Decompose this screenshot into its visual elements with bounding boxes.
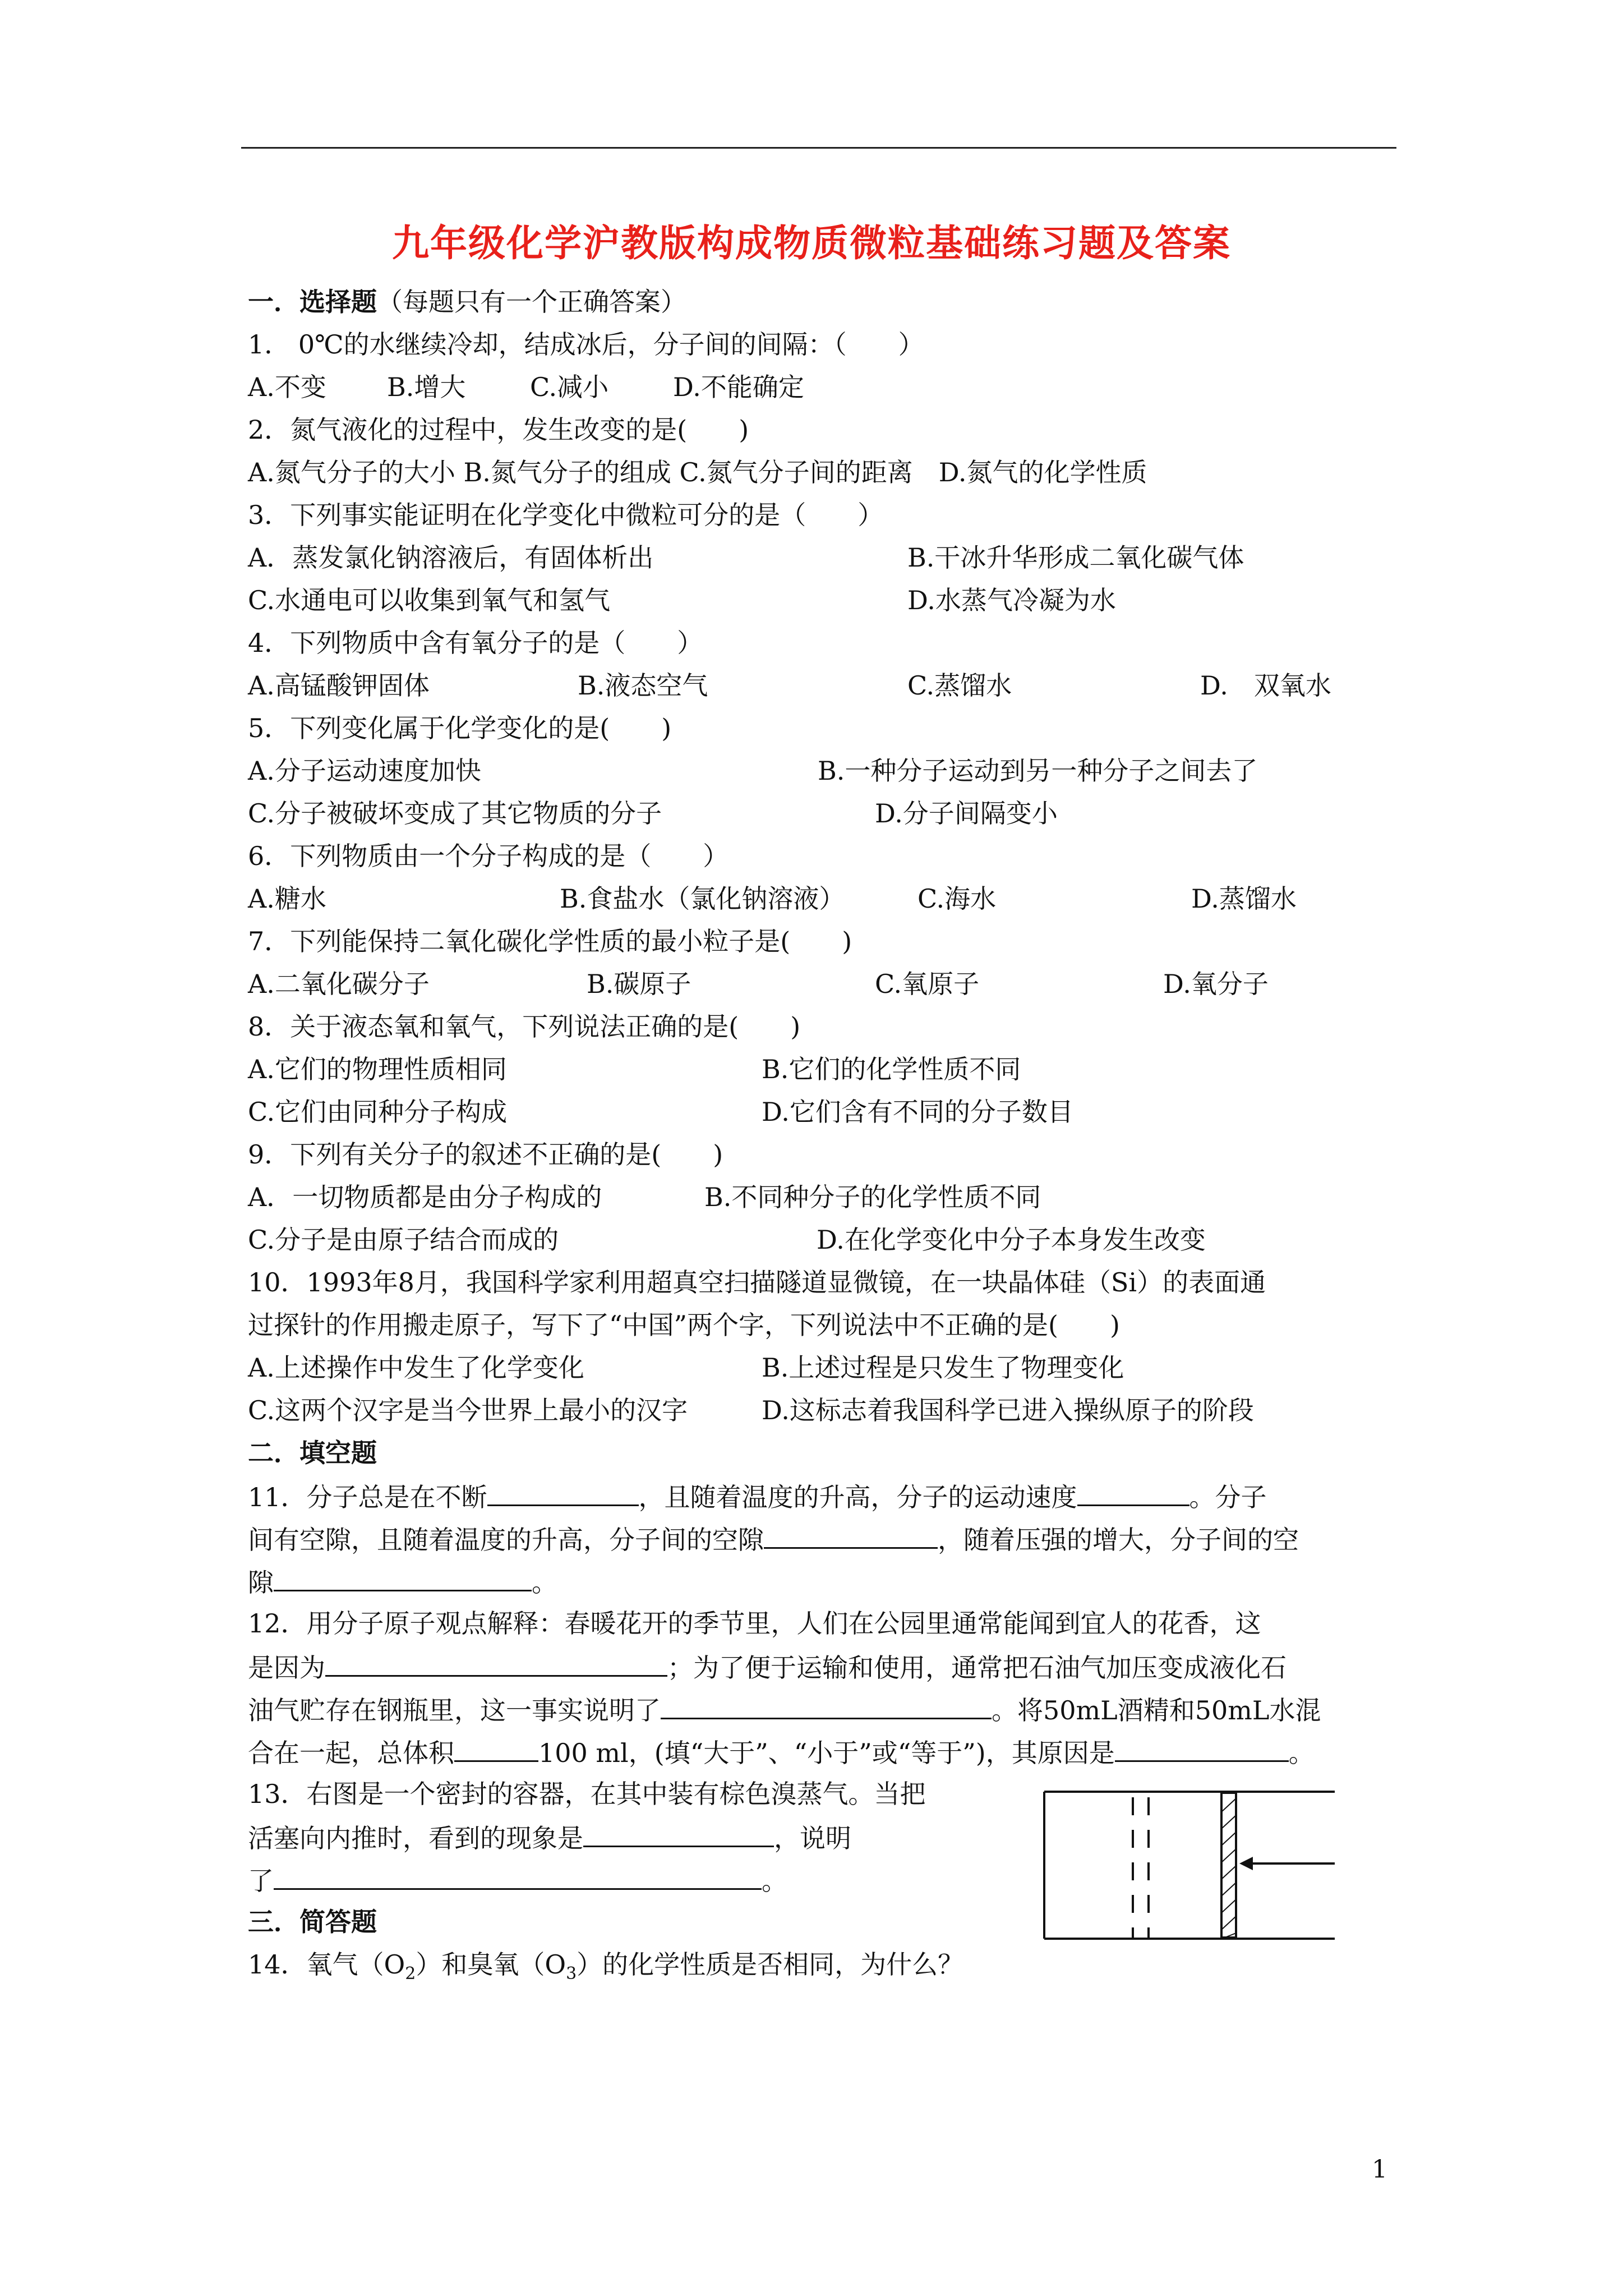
q12-text-5: 。将50mL酒精和50mL水混 (992, 1695, 1321, 1726)
question-12-line3 (248, 1692, 1321, 1727)
q11-text-4: 间有空隙，且随着温度的升高，分子间的空隙 (248, 1525, 764, 1555)
q6-option-d: D.蒸馏水 (1191, 884, 1297, 914)
q1-option-d: D.不能确定 (673, 372, 804, 402)
page-title: 九年级化学沪教版构成物质微粒基础练习题及答案 (392, 221, 1231, 265)
section-heading-choice (248, 285, 686, 319)
question-11-line3 (248, 1564, 557, 1599)
q13-text-5: 。 (762, 1866, 787, 1896)
q5-option-d: D.分子间隔变小 (875, 798, 1058, 829)
section-title: 一．选择题 (248, 287, 377, 317)
q7-option-d: D.氧分子 (1163, 969, 1269, 999)
q14-text-2: ）和臭氧（O (416, 1949, 566, 1980)
question-11-line2 (248, 1521, 1299, 1557)
q12-blank-4[interactable] (1115, 1734, 1289, 1762)
question-10-stem-line2: 过探针的作用搬走原子，写下了“中国”两个字，下列说法中不正确的是( ) (248, 1310, 1120, 1340)
q5-option-c: C.分子被破坏变成了其它物质的分子 (248, 798, 662, 829)
q6-option-a: A.糖水 (248, 884, 326, 914)
q13-text-4: 了 (248, 1866, 274, 1896)
section-heading-short-answer: 三．简答题 (248, 1907, 377, 1937)
q7-option-c: C.氧原子 (875, 969, 980, 999)
q9-option-a: A．一切物质都是由分子构成的 (248, 1182, 602, 1212)
q11-text-1: 11．分子总是在不断 (248, 1482, 487, 1512)
q9-option-b: B.不同种分子的化学性质不同 (704, 1182, 1041, 1212)
q1-option-b: B.增大 (387, 372, 466, 402)
question-5-stem: 5．下列变化属于化学变化的是( ) (248, 713, 672, 743)
q13-blank-2[interactable] (274, 1862, 762, 1890)
question-6-stem: 6．下列物质由一个分子构成的是（ ） (248, 841, 729, 871)
vapor-dashed-lines (1133, 1797, 1149, 1939)
question-10-stem-line1: 10．1993年8月，我国科学家利用超真空扫描隧道显微镜，在一块晶体硅（Si）的表面通 (248, 1267, 1266, 1297)
q3-option-c: C.水通电可以收集到氧气和氢气 (248, 585, 611, 615)
question-3-stem: 3．下列事实能证明在化学变化中微粒可分的是（ ） (248, 500, 884, 530)
q4-option-a: A.高锰酸钾固体 (248, 670, 430, 701)
q9-option-d: D.在化学变化中分子本身发生改变 (817, 1225, 1206, 1255)
q11-text-2: ，且随着温度的升高，分子的运动速度 (638, 1482, 1077, 1512)
question-7-stem: 7．下列能保持二氧化碳化学性质的最小粒子是( ) (248, 926, 852, 956)
q11-blank-2[interactable] (1077, 1479, 1189, 1506)
q8-option-a: A.它们的物理性质相同 (248, 1054, 507, 1084)
q12-text-4: 油气贮存在钢瓶里，这一事实说明了 (248, 1695, 661, 1726)
q14-text-1: 14．氧气（O (248, 1949, 405, 1980)
q1-option-c: C.减小 (530, 372, 609, 402)
push-arrow (1239, 1857, 1335, 1870)
q6-option-c: C.海水 (917, 884, 997, 914)
q4-option-d: D. 双氧水 (1200, 670, 1331, 701)
question-13-line1: 13．右图是一个密封的容器，在其中装有棕色溴蒸气。当把 (248, 1779, 926, 1809)
header-rule (241, 147, 1396, 149)
q7-option-a: A.二氧化碳分子 (248, 969, 430, 999)
q12-text-7: 100 ml，(填“大于”、“小于”或“等于”)，其原因是 (538, 1738, 1115, 1768)
q1-option-a: A.不变 (248, 372, 326, 402)
question-11-line1 (248, 1479, 1267, 1514)
question-12-line1: 12．用分子原子观点解释：春暖花开的季节里，人们在公园里通常能闻到宜人的花香，这 (248, 1608, 1261, 1639)
question-4-stem: 4．下列物质中含有氧分子的是（ ） (248, 628, 703, 658)
q3-option-b: B.干冰升华形成二氧化碳气体 (907, 542, 1244, 573)
sealed-container-diagram (1043, 1789, 1357, 1941)
container-walls (1044, 1792, 1335, 1939)
q8-option-d: D.它们含有不同的分子数目 (762, 1097, 1073, 1127)
q9-option-c: C.分子是由原子结合而成的 (248, 1225, 559, 1255)
q8-option-c: C.它们由同种分子构成 (248, 1097, 508, 1127)
q12-blank-1[interactable] (325, 1649, 667, 1677)
q11-text-5: ，随着压强的增大，分子间的空 (938, 1525, 1299, 1555)
q12-text-2: 是因为 (248, 1653, 325, 1683)
q12-blank-2[interactable] (661, 1692, 992, 1719)
question-12-line2 (248, 1649, 1287, 1685)
q11-text-7: 。 (532, 1567, 557, 1598)
question-13-line3 (248, 1862, 787, 1898)
question-9-stem: 9．下列有关分子的叙述不正确的是( ) (248, 1139, 723, 1170)
question-12-line4 (248, 1734, 1315, 1770)
q12-text-3: ；为了便于运输和使用，通常把石油气加压变成液化石 (667, 1653, 1287, 1683)
q3-option-d: D.水蒸气冷凝为水 (907, 585, 1116, 615)
q11-blank-4[interactable] (274, 1564, 532, 1591)
q4-option-b: B.液态空气 (578, 670, 708, 701)
question-1-stem: 1． 0℃的水继续冷却，结成冰后，分子间的间隔：（ ） (248, 329, 924, 360)
q12-text-8: 。 (1288, 1738, 1315, 1768)
q14-sub-2: 2 (405, 1964, 416, 1984)
question-2-stem: 2．氮气液化的过程中，发生改变的是( ) (248, 415, 749, 445)
section-heading-fill: 二．填空题 (248, 1438, 377, 1468)
q13-text-3: ，说明 (774, 1823, 851, 1853)
q5-option-a: A.分子运动速度加快 (248, 756, 481, 786)
q11-blank-3[interactable] (764, 1521, 938, 1549)
q4-option-c: C.蒸馏水 (907, 670, 1012, 701)
q10-option-a: A.上述操作中发生了化学变化 (248, 1352, 584, 1383)
q10-option-b: B.上述过程是只发生了物理变化 (762, 1352, 1124, 1383)
q6-option-b: B.食盐水（氯化钠溶液） (560, 884, 845, 914)
q7-option-b: B.碳原子 (587, 969, 691, 999)
q13-text-2: 活塞向内推时，看到的现象是 (248, 1823, 583, 1853)
q12-blank-3[interactable] (454, 1734, 538, 1762)
piston (1221, 1793, 1236, 1938)
q8-option-b: B.它们的化学性质不同 (762, 1054, 1021, 1084)
question-13-line2 (248, 1820, 851, 1855)
q14-text-3: ）的化学性质是否相同，为什么？ (577, 1949, 964, 1980)
q2-options: A.氮气分子的大小 B.氮气分子的组成 C.氮气分子间的距离 D.氮气的化学性质 (248, 457, 1147, 487)
q11-blank-1[interactable] (487, 1479, 639, 1506)
q5-option-b: B.一种分子运动到另一种分子之间去了 (818, 756, 1258, 786)
question-8-stem: 8．关于液态氧和氧气，下列说法正确的是( ) (248, 1011, 801, 1042)
q13-blank-1[interactable] (583, 1820, 774, 1847)
q10-option-c: C.这两个汉字是当今世界上最小的汉字 (248, 1395, 688, 1425)
section-note: （每题只有一个正确答案） (377, 287, 686, 317)
q11-text-6: 隙 (248, 1567, 274, 1598)
q12-text-6: 合在一起，总体积 (248, 1738, 454, 1768)
q10-option-d: D.这标志着我国科学已进入操纵原子的阶段 (762, 1395, 1254, 1425)
question-14 (248, 1948, 963, 1991)
q11-text-3: 。分子 (1189, 1482, 1267, 1512)
page-number: 1 (1372, 2155, 1387, 2184)
q14-sub-3: 3 (566, 1964, 577, 1984)
q3-option-a: A．蒸发氯化钠溶液后，有固体析出 (248, 542, 654, 573)
